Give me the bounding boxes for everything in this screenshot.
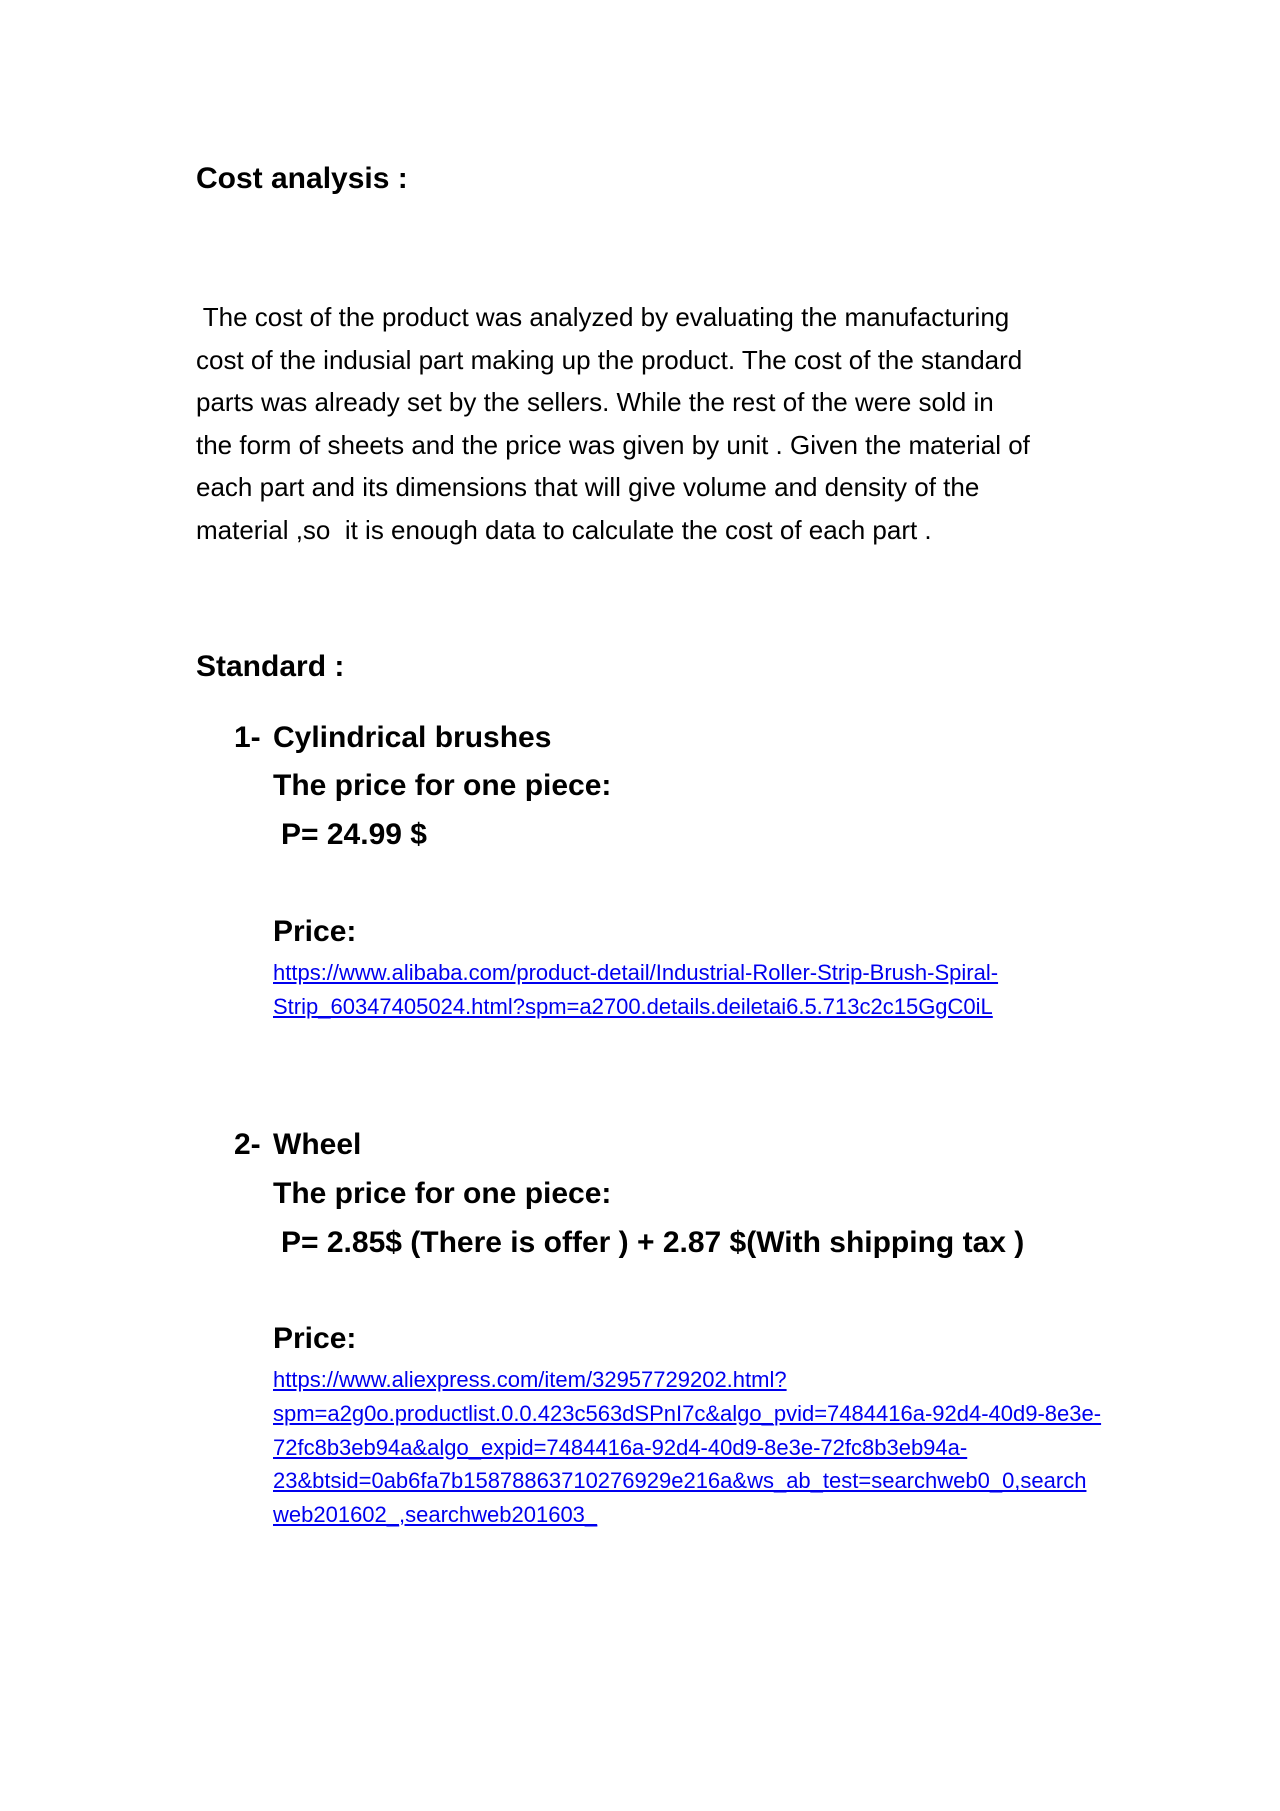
page-title: Cost analysis : (196, 162, 408, 195)
link-line[interactable]: https://www.aliexpress.com/item/32957729202.html? (273, 1367, 787, 1392)
intro-paragraph (196, 296, 1030, 552)
link-line[interactable]: 72fc8b3eb94a&algo_expid=7484416a-92d4-40d9-8e3e-72fc8b3eb94a- (273, 1434, 968, 1460)
standard-heading: Standard : (196, 650, 345, 683)
intro-line: each part and its dimensions that will give volume and density of the (196, 472, 980, 503)
link-line[interactable]: web201602_,searchweb201603_ (273, 1502, 598, 1528)
item-1-link[interactable] (273, 956, 998, 1024)
item-2-name: Wheel (273, 1128, 362, 1161)
intro-line: material ,so it is enough data to calculate the cost of each part . (196, 514, 932, 545)
link-line[interactable]: 23&btsid=0ab6fa7b15878863710276929e216a&ws_ab_test=searchweb0_0,search (273, 1468, 1087, 1494)
item-2-link[interactable] (273, 1363, 1101, 1532)
item-1-name: Cylindrical brushes (273, 721, 552, 754)
item-1-number: 1- (234, 721, 261, 754)
intro-line: The cost of the product was analyzed by evaluating the manufacturing (196, 302, 1010, 332)
item-2-source-label: Price: (273, 1322, 357, 1355)
item-2-number: 2- (234, 1128, 261, 1161)
link-line[interactable]: https://www.alibaba.com/product-detail/Industrial-Roller-Strip-Brush-Spiral- (273, 960, 999, 985)
link-line[interactable]: spm=a2g0o.productlist.0.0.423c563dSPnI7c&algo_pvid=7484416a-92d4-40d9-8e3e- (273, 1400, 1102, 1426)
item-2-price-label: The price for one piece: (273, 1177, 612, 1210)
intro-line: cost of the indusial part making up the product. The cost of the standard (196, 344, 1023, 375)
item-1-price-label: The price for one piece: (273, 769, 612, 802)
link-line[interactable]: Strip_60347405024.html?spm=a2700.details.deiletai6.5.713c2c15GgC0iL (273, 993, 993, 1019)
intro-line: the form of sheets and the price was given by unit . Given the material of (196, 429, 1030, 460)
item-1-source-label: Price: (273, 915, 357, 948)
item-1-price-value: P= 24.99 $ (281, 818, 427, 851)
item-2-price-value: P= 2.85$ (There is offer ) + 2.87 $(With shipping tax ) (281, 1226, 1025, 1259)
intro-line: parts was already set by the sellers. While the rest of the were sold in (196, 387, 994, 418)
